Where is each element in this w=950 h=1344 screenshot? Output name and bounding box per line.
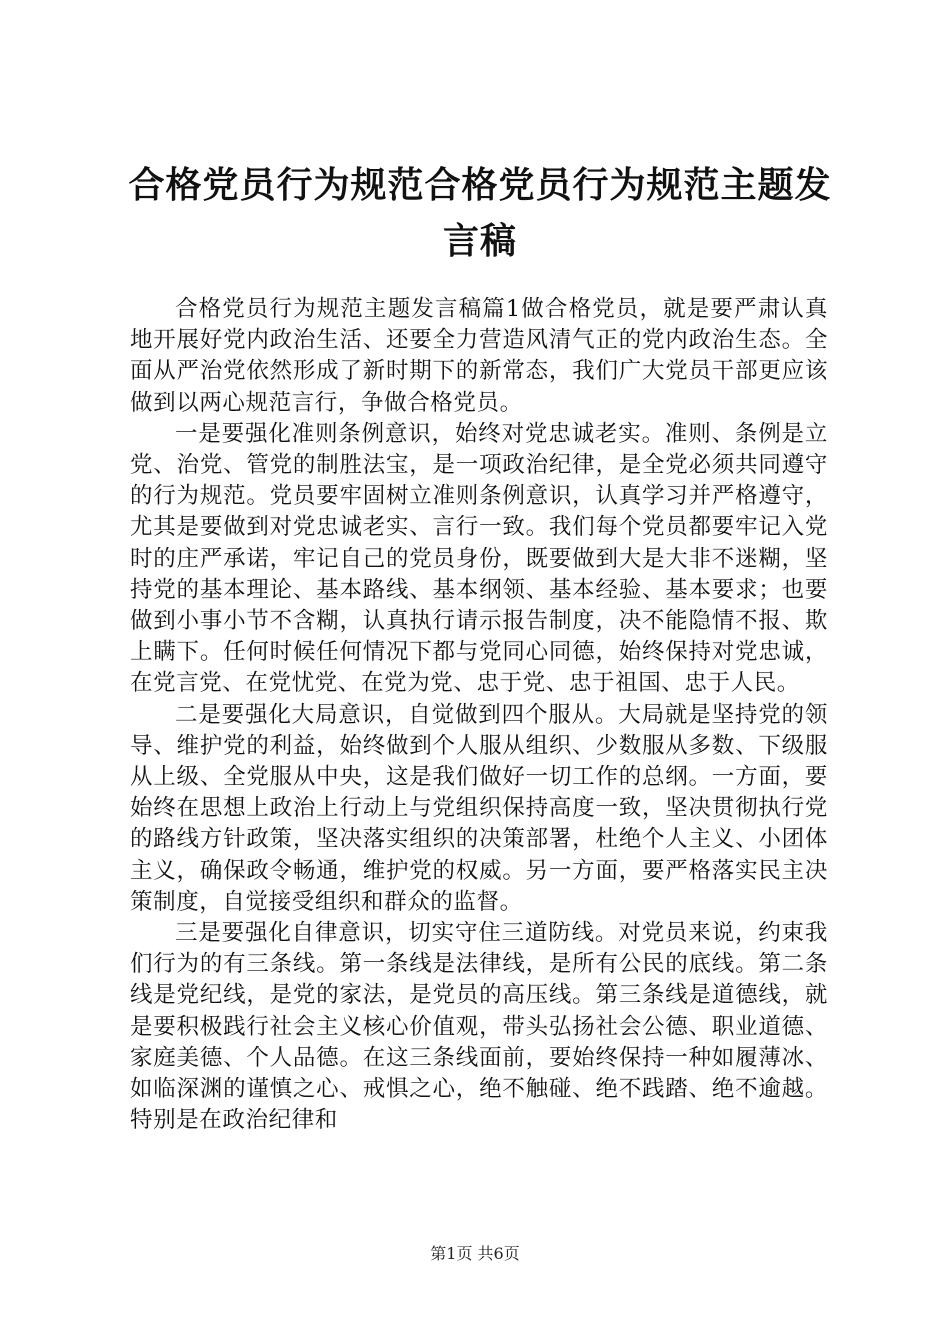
- paragraph-intro: 合格党员行为规范主题发言稿篇1做合格党员，就是要严肃认真地开展好党内政治生活、还要全力营造风清气正的党内政治生态。全面从严治党依然形成了新时期下的新常态，我们广大党员干部更应该做到以两心规范言行，争做合格党员。: [130, 296, 828, 416]
- document-title: 合格党员行为规范合格党员行为规范主题发言稿: [128, 165, 832, 262]
- document-body: [130, 294, 828, 1136]
- paragraph-point-three: 三是要强化自律意识，切实守住三道防线。对党员来说，约束我们行为的有三条线。第一条线是法律线，是所有公民的底线。第二条线是党纪线，是党的家法，是党员的高压线。第三条线是道德线，就是要积极践行社会主义核心价值观，带头弘扬社会公德、职业道德、家庭美德、个人品德。在这三条线面前，要始终保持一种如履薄冰、如临深渊的谨慎之心、戒惧之心，绝不触碰、绝不践踏、绝不逾越。特别是在政治纪律和: [130, 920, 828, 1134]
- paragraph-point-one: 一是要强化准则条例意识，始终对党忠诚老实。准则、条例是立党、治党、管党的制胜法宝，是一项政治纪律，是全党必须共同遵守的行为规范。党员要牢固树立准则条例意识，认真学习并严格遵守，尤其是要做到对党忠诚老实、言行一致。我们每个党员都要牢记入党时的庄严承诺，牢记自己的党员身份，既要做到大是大非不迷糊，坚持党的基本理论、基本路线、基本纲领、基本经验、基本要求；也要做到小事小节不含糊，认真执行请示报告制度，决不能隐情不报、欺上瞒下。任何时候任何情况下都与党同心同德，始终保持对党忠诚，在党言党、在党忧党、在党为党、忠于党、忠于祖国、忠于人民。: [130, 420, 828, 697]
- page-footer: [0, 1244, 950, 1264]
- page-number-label: 第1页 共6页: [430, 1244, 520, 1263]
- paragraph-point-two: 二是要强化大局意识，自觉做到四个服从。大局就是坚持党的领导、维护党的利益，始终做到个人服从组织、少数服从多数、下级服从上级、全党服从中央，这是我们做好一切工作的总纲。一方面，要始终在思想上政治上行动上与党组织保持高度一致，坚决贯彻执行党的路线方针政策，坚决落实组织的决策部署，杜绝个人主义、小团体主义，确保政令畅通，维护党的权威。另一方面，要严格落实民主决策制度，自觉接受组织和群众的监督。: [130, 701, 828, 915]
